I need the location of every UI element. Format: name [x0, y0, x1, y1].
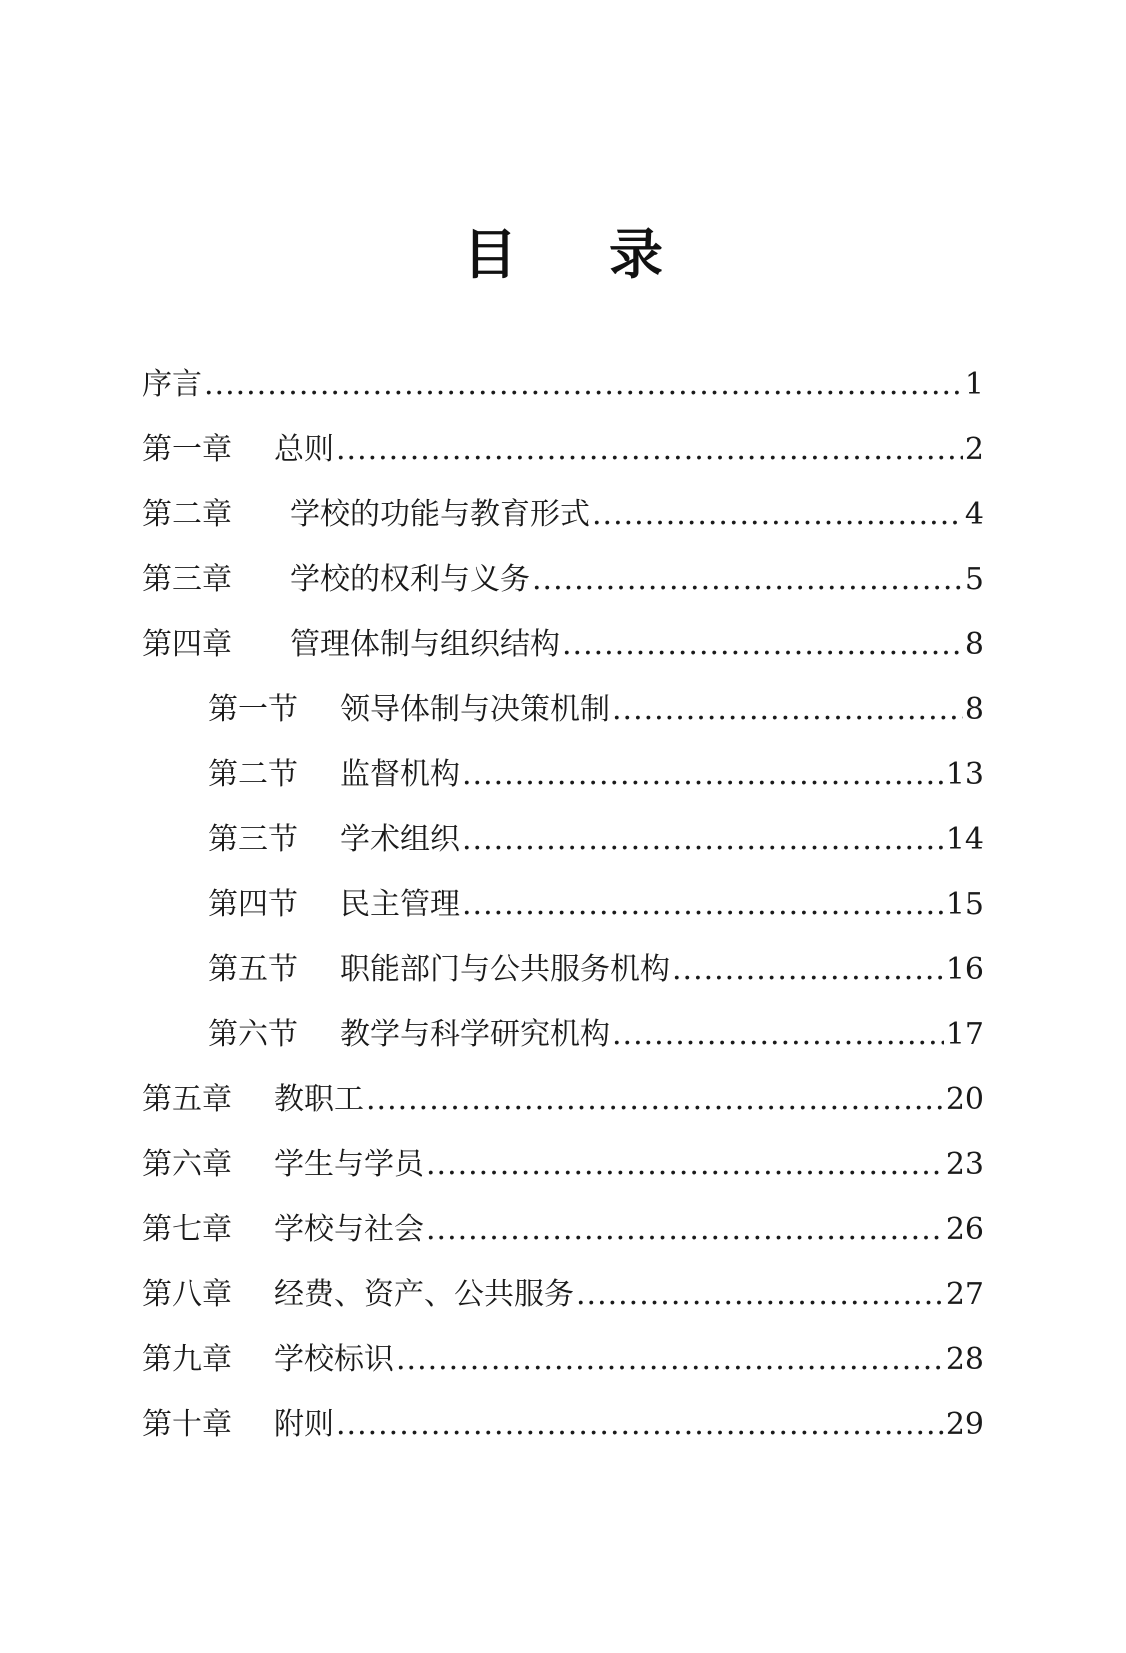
toc-entry-title: 学生与学员 — [274, 1147, 424, 1182]
toc-dot-leader — [592, 495, 963, 535]
toc-page-number: 13 — [945, 757, 984, 792]
toc-page-number: 4 — [964, 497, 984, 532]
toc-dot-leader — [612, 690, 963, 730]
page-title-part-2: 录 — [609, 222, 663, 286]
toc-page-number: 28 — [945, 1342, 984, 1377]
toc-chapter-entry[interactable] — [142, 1275, 984, 1340]
table-of-contents — [142, 365, 984, 1470]
toc-dot-leader — [576, 1275, 944, 1315]
toc-entry-number: 第四节 — [208, 887, 298, 922]
toc-entry-number: 第二章 — [142, 497, 232, 532]
toc-entry-number: 第六节 — [208, 1017, 298, 1052]
toc-page-number: 14 — [945, 822, 984, 857]
toc-section-entry[interactable] — [142, 950, 984, 1015]
toc-entry-title: 职能部门与公共服务机构 — [340, 952, 670, 987]
toc-section-entry[interactable] — [142, 1015, 984, 1080]
toc-entry-number: 第十章 — [142, 1407, 232, 1442]
page-title — [0, 222, 1126, 286]
toc-entry-number: 第五章 — [142, 1082, 232, 1117]
toc-section-entry[interactable] — [142, 690, 984, 755]
toc-page-number: 23 — [945, 1147, 984, 1182]
toc-entry-title: 教学与科学研究机构 — [340, 1017, 610, 1052]
toc-dot-leader — [612, 1015, 944, 1055]
toc-page-number: 2 — [964, 432, 984, 467]
toc-page-number: 1 — [964, 367, 984, 402]
toc-entry-title: 领导体制与决策机制 — [340, 692, 610, 727]
toc-entry-number: 第四章 — [142, 627, 232, 662]
toc-dot-leader — [562, 625, 963, 665]
toc-entry-number: 第三节 — [208, 822, 298, 857]
toc-entry-title: 学校的权利与义务 — [290, 562, 530, 597]
toc-entry-number: 第三章 — [142, 562, 232, 597]
toc-chapter-entry[interactable] — [142, 365, 984, 430]
toc-entry-title: 学校标识 — [274, 1342, 394, 1377]
toc-entry-title: 教职工 — [274, 1082, 364, 1117]
toc-dot-leader — [462, 755, 944, 795]
toc-entry-number: 第七章 — [142, 1212, 232, 1247]
toc-chapter-entry[interactable] — [142, 1145, 984, 1210]
toc-chapter-entry[interactable] — [142, 625, 984, 690]
toc-entry-title: 学校的功能与教育形式 — [290, 497, 590, 532]
toc-chapter-entry[interactable] — [142, 495, 984, 560]
toc-entry-number: 第一节 — [208, 692, 298, 727]
toc-dot-leader — [672, 950, 944, 990]
toc-dot-leader — [532, 560, 963, 600]
toc-dot-leader — [204, 365, 963, 405]
toc-chapter-entry[interactable] — [142, 430, 984, 495]
toc-entry-title: 民主管理 — [340, 887, 460, 922]
toc-entry-title: 学校与社会 — [274, 1212, 424, 1247]
toc-dot-leader — [396, 1340, 944, 1380]
toc-section-entry[interactable] — [142, 755, 984, 820]
toc-entry-number: 第九章 — [142, 1342, 232, 1377]
toc-page-number: 29 — [945, 1407, 984, 1442]
toc-page-number: 8 — [964, 627, 984, 662]
toc-dot-leader — [426, 1210, 944, 1250]
toc-page-number: 17 — [945, 1017, 984, 1052]
toc-page-number: 20 — [945, 1082, 984, 1117]
page-title-part-1: 目 — [463, 222, 517, 286]
toc-page-number: 16 — [945, 952, 984, 987]
toc-chapter-entry[interactable] — [142, 1210, 984, 1275]
toc-dot-leader — [462, 820, 944, 860]
toc-page-number: 26 — [945, 1212, 984, 1247]
toc-section-entry[interactable] — [142, 885, 984, 950]
toc-chapter-entry[interactable] — [142, 1080, 984, 1145]
toc-entry-number: 第一章 — [142, 432, 232, 467]
toc-entry-number: 第六章 — [142, 1147, 232, 1182]
toc-entry-number: 第八章 — [142, 1277, 232, 1312]
toc-dot-leader — [426, 1145, 944, 1185]
toc-page-number: 5 — [964, 562, 984, 597]
toc-page-number: 8 — [964, 692, 984, 727]
toc-entry-number: 第二节 — [208, 757, 298, 792]
toc-section-entry[interactable] — [142, 820, 984, 885]
toc-entry-title: 总则 — [274, 432, 334, 467]
toc-dot-leader — [366, 1080, 944, 1120]
toc-entry-title: 学术组织 — [340, 822, 460, 857]
toc-entry-title: 监督机构 — [340, 757, 460, 792]
toc-entry-title: 附则 — [274, 1407, 334, 1442]
toc-page-number: 15 — [945, 887, 984, 922]
toc-entry-title: 管理体制与组织结构 — [290, 627, 560, 662]
toc-dot-leader — [336, 1405, 944, 1445]
toc-entry-number: 第五节 — [208, 952, 298, 987]
toc-chapter-entry[interactable] — [142, 1340, 984, 1405]
toc-chapter-entry[interactable] — [142, 560, 984, 625]
toc-dot-leader — [336, 430, 963, 470]
toc-chapter-entry[interactable] — [142, 1405, 984, 1470]
toc-entry-title: 经费、资产、公共服务 — [274, 1277, 574, 1312]
toc-entry-title: 序言 — [142, 367, 202, 402]
toc-page-number: 27 — [945, 1277, 984, 1312]
toc-dot-leader — [462, 885, 944, 925]
